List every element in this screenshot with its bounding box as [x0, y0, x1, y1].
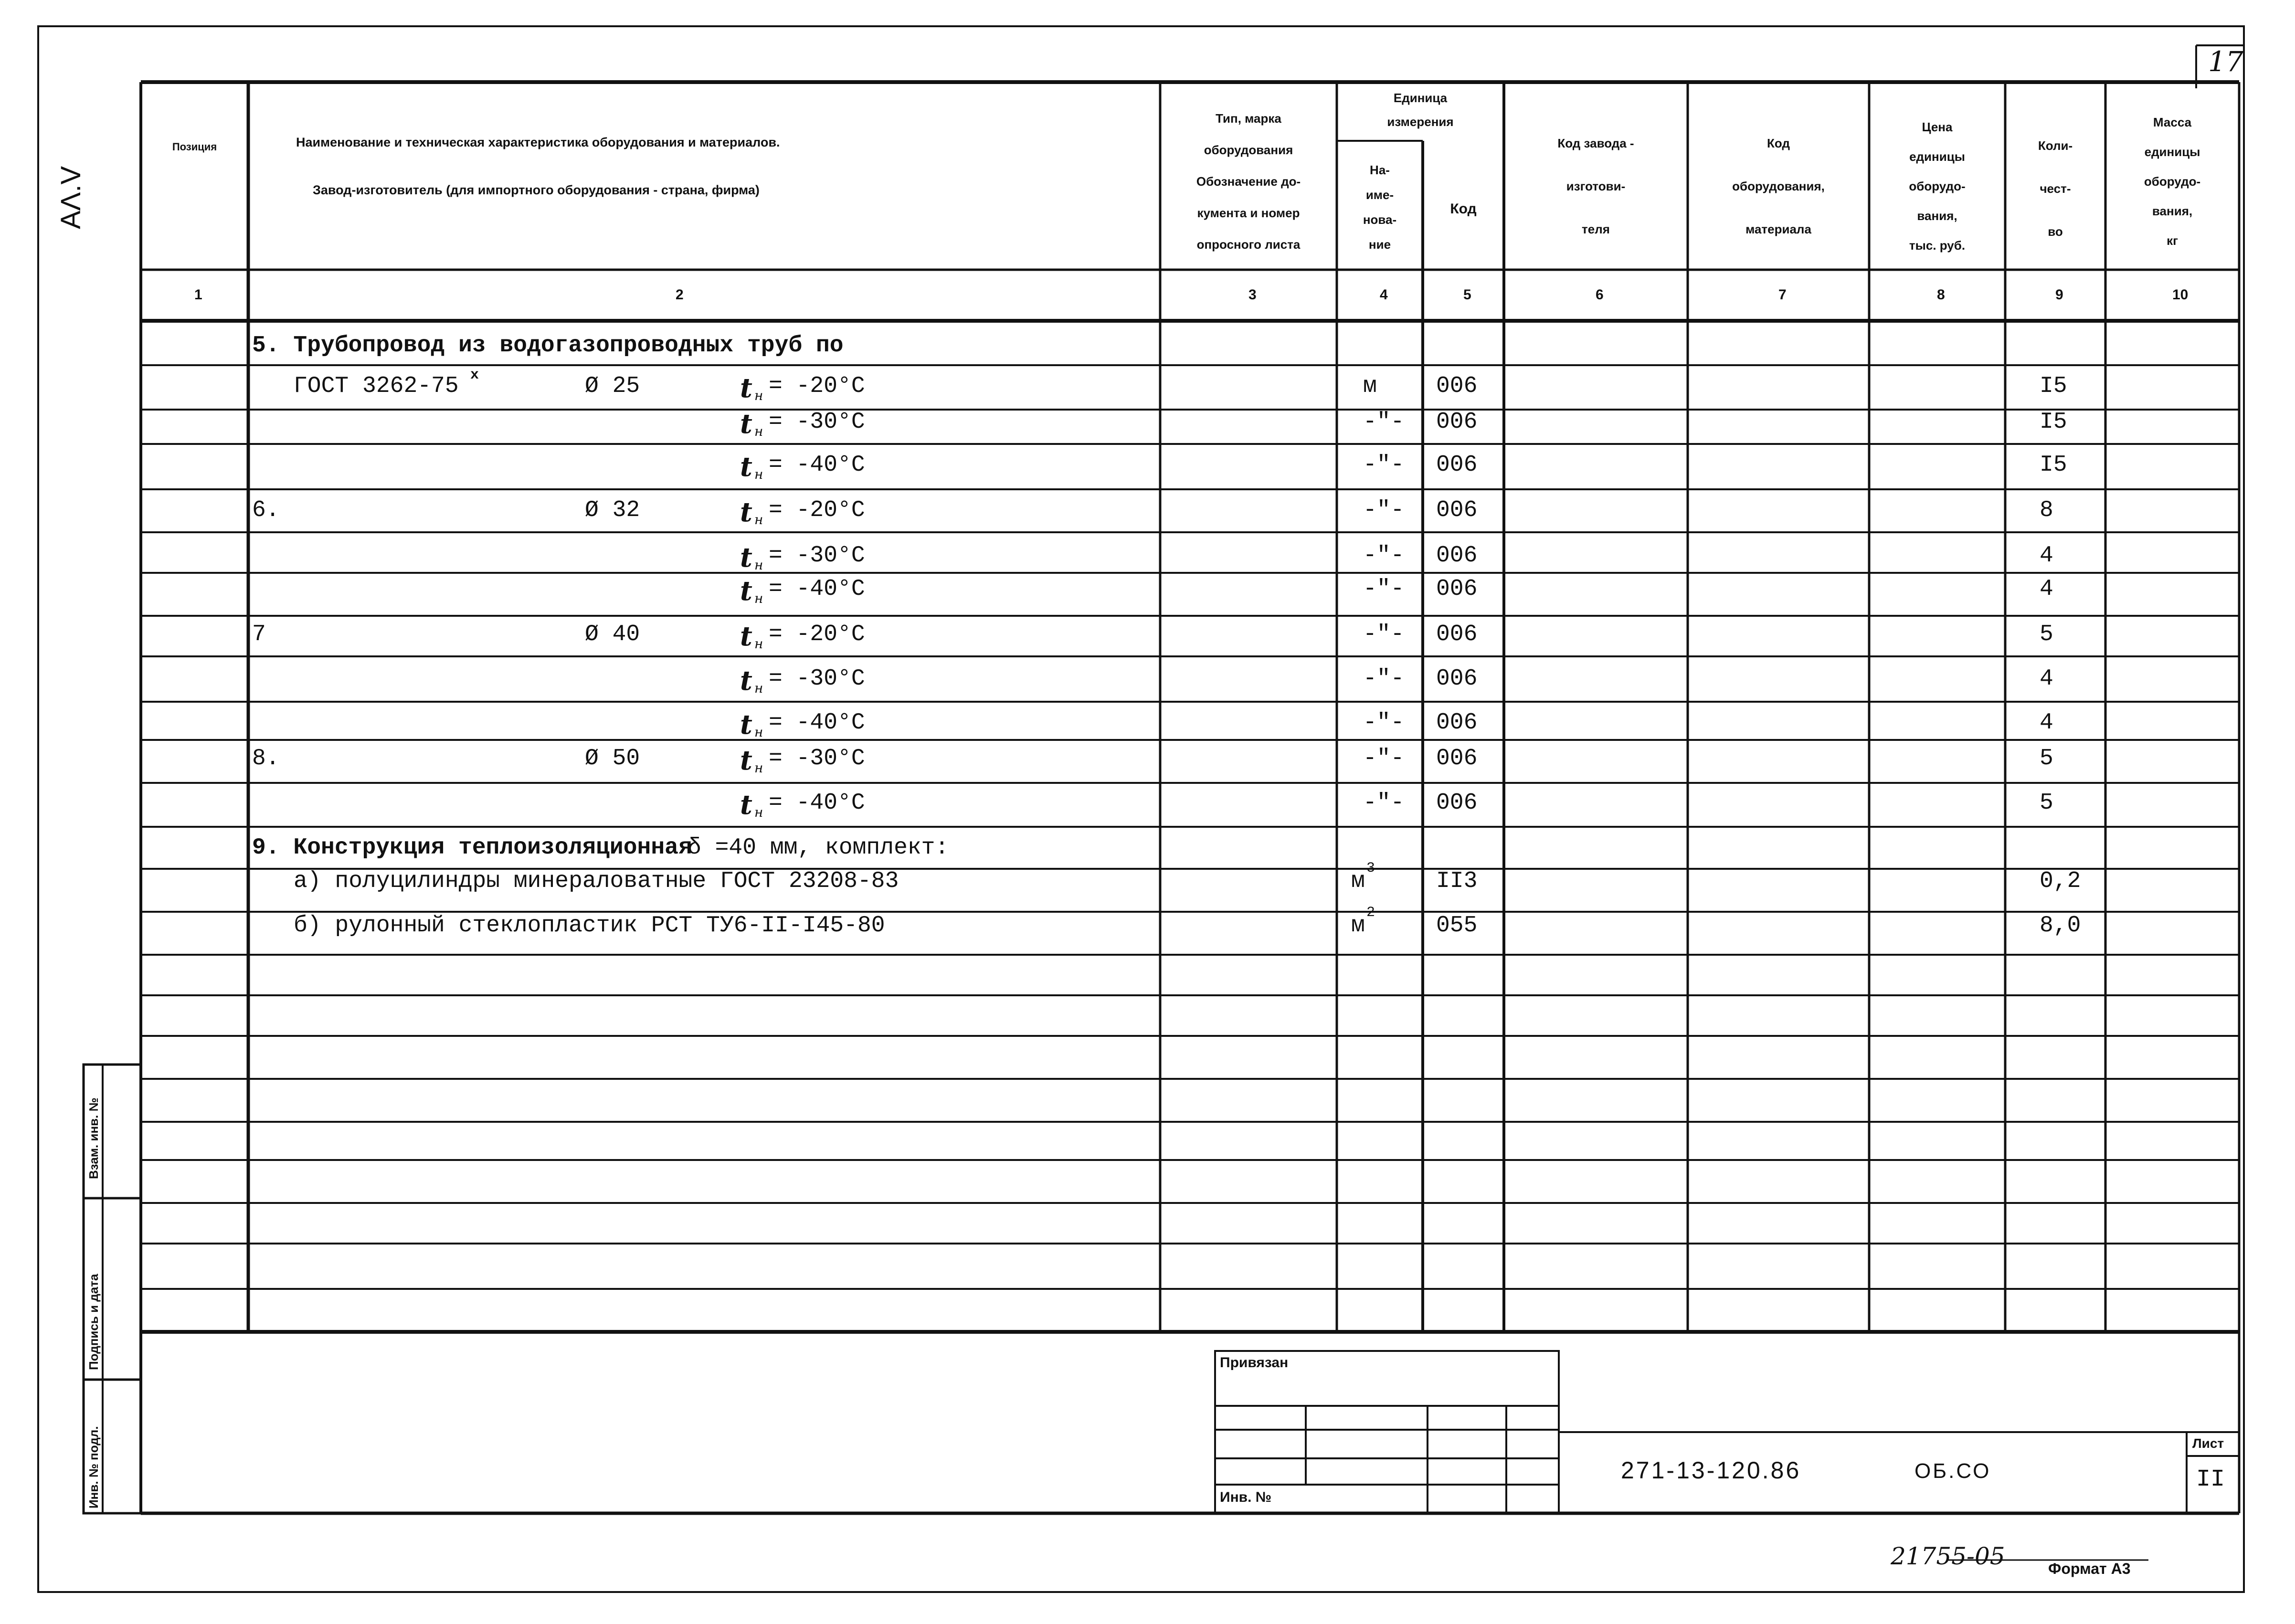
row-temperature: = -20°С [769, 622, 865, 647]
header-col10 [2106, 107, 2238, 255]
sheet-number: II [2196, 1466, 2225, 1493]
format-label: Формат А3 [2048, 1560, 2131, 1577]
pipe-diameter: Ø 50 [585, 746, 640, 771]
header-col8-line: Цена [1922, 120, 1953, 134]
row-code: 006 [1436, 710, 1478, 736]
row-code: 006 [1436, 746, 1478, 771]
temp-symbol: t [740, 709, 752, 740]
row-unit: м [1363, 373, 1377, 399]
row-code: II3 [1436, 868, 1478, 894]
temp-subscript: н [754, 557, 763, 573]
pipe-diameter: Ø 40 [585, 622, 640, 647]
header-col3 [1161, 103, 1336, 260]
row-temperature: = -30°С [769, 666, 865, 692]
header-col9-line: во [2048, 224, 2063, 239]
temp-symbol: t [740, 745, 752, 776]
row-quantity: 4 [2040, 710, 2053, 736]
temp-subscript: н [754, 591, 763, 606]
sheet-label: Лист [2192, 1436, 2224, 1451]
row-code: 006 [1436, 409, 1478, 435]
header-col7-line: оборудования, [1732, 179, 1825, 193]
header-col8 [1870, 112, 2004, 260]
header-col3-line: Тип, марка [1216, 111, 1281, 126]
header-col1: Позиция [172, 141, 217, 153]
header-col2-line2: Завод-изготовитель (для импортного оборудования - страна, фирма) [313, 183, 760, 197]
row-description-superscript: х [470, 367, 479, 383]
row-description: 7 [252, 622, 266, 647]
header-col4-line: На- [1370, 163, 1390, 177]
row-quantity: 4 [2040, 576, 2053, 602]
sheet-corner-number: 17 [2208, 45, 2243, 78]
header-col5: Код [1450, 201, 1477, 217]
row-unit: -"- [1363, 409, 1405, 435]
row-temperature: = -40°С [769, 452, 865, 478]
header-col10-line: кг [2167, 233, 2178, 248]
row-unit-superscript: 2 [1366, 905, 1375, 921]
row-quantity: 5 [2040, 746, 2053, 771]
row-description: б) рулонный стеклопластик РСТ ТУ6-II-I45-80 [294, 913, 885, 939]
row-quantity: 4 [2040, 543, 2053, 569]
row-temperature: = -40°С [769, 576, 865, 602]
row-quantity: 4 [2040, 666, 2053, 692]
header-col4 [1338, 158, 1422, 257]
temp-symbol: t [740, 408, 752, 440]
row-quantity: I5 [2040, 409, 2067, 435]
row-unit: -"- [1363, 666, 1405, 692]
header-col10-line: оборудо- [2144, 174, 2201, 189]
temp-subscript: н [754, 724, 763, 740]
doc-suffix: ОБ.СО [1914, 1459, 1991, 1483]
row-code: 006 [1436, 576, 1478, 602]
side-label-inv: Инв. № подл. [86, 1426, 101, 1508]
header-col6-line: Код завода - [1557, 136, 1634, 150]
header-col9-line: чест- [2040, 181, 2071, 196]
row-temperature: = -30°С [769, 409, 865, 435]
row-unit-superscript: 3 [1366, 860, 1375, 876]
header-col10-line: единицы [2144, 145, 2200, 159]
row-temperature: = -40°С [769, 710, 865, 736]
handwritten-number: 21755-05 [1891, 1542, 2005, 1570]
row-unit: -"- [1363, 622, 1405, 647]
header-col3-line: оборудования [1204, 143, 1293, 157]
pipe-diameter: Ø 25 [585, 373, 640, 399]
temp-symbol: t [740, 575, 752, 607]
temp-symbol: t [740, 542, 752, 573]
row-temperature: = -30°С [769, 746, 865, 771]
header-col8-line: единицы [1909, 149, 1965, 164]
temp-subscript: н [754, 760, 763, 776]
header-unit-group [1338, 86, 1503, 134]
row-description: а) полуцилиндры минераловатные ГОСТ 23208-83 [294, 868, 899, 894]
temp-symbol: t [740, 621, 752, 652]
row-code: 006 [1436, 497, 1478, 523]
row-unit: -"- [1363, 790, 1405, 816]
row-code: 006 [1436, 666, 1478, 692]
header-col4-line: нова- [1363, 212, 1397, 227]
header-unit-group-line: измерения [1387, 115, 1454, 129]
header-col8-line: тыс. руб. [1909, 238, 1966, 253]
header-col7-line: Код [1767, 136, 1790, 150]
row-quantity: I5 [2040, 373, 2067, 399]
row-quantity: 0,2 [2040, 868, 2081, 894]
pipe-diameter: Ø 32 [585, 497, 640, 523]
temp-subscript: н [754, 636, 763, 652]
row-quantity: I5 [2040, 452, 2067, 478]
temp-subscript: н [754, 804, 763, 820]
row-description: ГОСТ 3262-75 [294, 373, 459, 399]
temp-subscript: н [754, 466, 763, 482]
header-col9 [2006, 124, 2105, 253]
row-code: 055 [1436, 913, 1478, 939]
header-col3-line: кумента и номер [1197, 206, 1300, 220]
temp-subscript: н [754, 512, 763, 527]
header-col6-line: теля [1582, 222, 1610, 236]
row-description: 6. [252, 497, 280, 523]
row-quantity: 5 [2040, 790, 2053, 816]
temp-subscript: н [754, 680, 763, 696]
row-description: 5. Трубопровод из водогазопроводных труб по [252, 333, 844, 359]
row-unit: м [1351, 913, 1365, 939]
row-code: 006 [1436, 622, 1478, 647]
header-col7-line: материала [1745, 222, 1811, 236]
row-unit: м [1351, 868, 1365, 894]
header-col10-line: Масса [2153, 115, 2192, 129]
row-code: 006 [1436, 452, 1478, 478]
row-temperature: = -30°С [769, 543, 865, 569]
header-col8-line: оборудо- [1909, 179, 1966, 193]
temp-symbol: t [740, 665, 752, 696]
row-quantity: 8 [2040, 497, 2053, 523]
stamp-privyazan: Привязан [1220, 1355, 1289, 1371]
row-unit: -"- [1363, 710, 1405, 736]
row-quantity: 5 [2040, 622, 2053, 647]
temp-subscript: н [754, 388, 763, 403]
row-quantity: 8,0 [2040, 913, 2081, 939]
header-col4-line: ние [1368, 237, 1391, 252]
header-col3-line: опросного листа [1196, 237, 1301, 252]
temp-symbol: t [740, 372, 752, 404]
row-code: 006 [1436, 790, 1478, 816]
row-unit: -"- [1363, 497, 1405, 523]
temp-symbol: t [740, 789, 752, 821]
header-col2-line1: Наименование и техническая характеристика оборудования и материалов. [296, 135, 780, 149]
temp-symbol: t [740, 496, 752, 528]
row-unit: -"- [1363, 576, 1405, 602]
row-code: 006 [1436, 373, 1478, 399]
header-unit-group-line: Единица [1393, 91, 1448, 105]
header-col10-line: вания, [2152, 204, 2193, 218]
temp-subscript: н [754, 423, 763, 439]
row-unit: -"- [1363, 452, 1405, 478]
header-col9-line: Коли- [2038, 138, 2073, 153]
row-temperature: = -20°С [769, 497, 865, 523]
header-col8-line: вания, [1917, 209, 1957, 223]
header-col6 [1505, 122, 1687, 251]
side-label-vzam: Взам. инв. № [86, 1097, 101, 1179]
stamp-inv-no: Инв. № [1220, 1489, 1272, 1505]
temp-symbol: t [740, 451, 752, 483]
row-description: 8. [252, 746, 280, 771]
header-col3-line: Обозначение до- [1196, 174, 1301, 189]
doc-code: 271-13-120.86 [1621, 1457, 1801, 1484]
header-col7 [1689, 122, 1868, 251]
row-unit: -"- [1363, 746, 1405, 771]
row-unit: -"- [1363, 543, 1405, 569]
header-col4-line: име- [1365, 188, 1394, 202]
side-label-podpis: Подпись и дата [86, 1274, 101, 1370]
margin-mark: AΛ.V [55, 166, 86, 229]
header-col6-line: изготови- [1566, 179, 1626, 193]
row-temperature: = -20°С [769, 373, 865, 399]
row-temperature: = -40°С [769, 790, 865, 816]
row-code: 006 [1436, 543, 1478, 569]
insulation-thickness: δ =40 мм, комплект: [687, 835, 949, 861]
row-description: 9. Конструкция теплоизоляционная [252, 835, 692, 861]
